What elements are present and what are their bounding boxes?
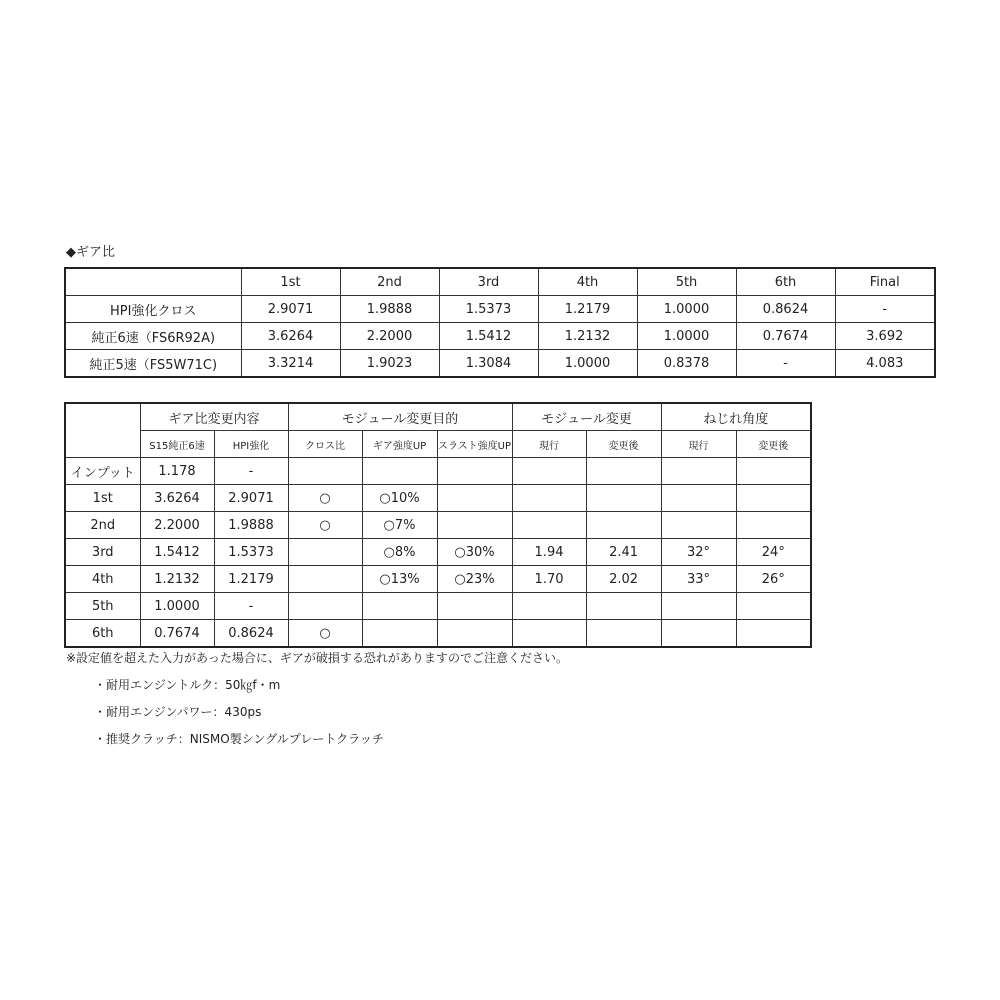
table-cell [512, 458, 586, 485]
table-row [65, 350, 935, 378]
table-cell: - [835, 296, 935, 323]
table-cell: - [214, 593, 288, 620]
table-cell: 1.0000 [637, 296, 736, 323]
table-cell: 2.9071 [241, 296, 340, 323]
table-cell: ○ [288, 620, 362, 648]
table-cell [736, 485, 811, 512]
warning-note: ※設定値を超えた入力があった場合に、ギアが破損する恐れがありますのでご注意ください。 [66, 651, 568, 665]
table-cell [288, 458, 362, 485]
table-cell [288, 593, 362, 620]
table-row [65, 458, 811, 485]
sub-header: クロス比 [288, 431, 362, 458]
sub-header: S15純正6速 [140, 431, 214, 458]
table-cell [586, 620, 661, 648]
table-cell: 1.9023 [340, 350, 439, 378]
table-cell: 0.8624 [214, 620, 288, 648]
sub-header: ギア強度UP [362, 431, 437, 458]
sub-header: 現行 [661, 431, 736, 458]
table-cell: 1.9888 [214, 512, 288, 539]
table-cell: 33° [661, 566, 736, 593]
table-row [65, 539, 811, 566]
table-cell: 24° [736, 539, 811, 566]
table-cell: 1.0000 [637, 323, 736, 350]
table-cell [437, 485, 512, 512]
table-cell: 3.6264 [241, 323, 340, 350]
header-cell: 3rd [439, 268, 538, 296]
table-cell: 1.178 [140, 458, 214, 485]
table-cell [661, 458, 736, 485]
header-cell [65, 268, 241, 296]
gear-ratio-header-row [65, 268, 935, 296]
table-cell: 1.3084 [439, 350, 538, 378]
table-cell: 2.2000 [340, 323, 439, 350]
spec-power: ・耐用エンジンパワー：430ps [94, 705, 262, 719]
group-header: ねじれ角度 [661, 403, 811, 431]
header-cell: 2nd [340, 268, 439, 296]
table-cell: 1.2132 [140, 566, 214, 593]
table-cell: ○ [288, 512, 362, 539]
row-label: 5th [65, 593, 140, 620]
header-cell: 1st [241, 268, 340, 296]
table-cell [661, 620, 736, 648]
table-cell [288, 539, 362, 566]
sub-header: スラスト強度UP [437, 431, 512, 458]
table-cell [661, 512, 736, 539]
header-cell: Final [835, 268, 935, 296]
table-cell [586, 458, 661, 485]
table-cell [661, 485, 736, 512]
table-cell: 2.2000 [140, 512, 214, 539]
row-label: 3rd [65, 539, 140, 566]
row-label: HPI強化クロス [65, 296, 241, 323]
table-cell [437, 512, 512, 539]
gear-ratio-table [64, 267, 936, 378]
group-header: モジュール変更 [512, 403, 661, 431]
table-cell [661, 593, 736, 620]
table-row [65, 485, 811, 512]
table-cell: 1.2179 [538, 296, 637, 323]
table-cell: 0.8378 [637, 350, 736, 378]
table-cell: 1.70 [512, 566, 586, 593]
table-cell: 0.8624 [736, 296, 835, 323]
table-cell [512, 485, 586, 512]
table-cell [362, 620, 437, 648]
table-cell: 3.692 [835, 323, 935, 350]
table-cell: ○7% [362, 512, 437, 539]
table-cell: 1.5412 [140, 539, 214, 566]
table-cell: - [214, 458, 288, 485]
table-cell [512, 512, 586, 539]
corner-cell [65, 403, 140, 458]
table-cell: ○13% [362, 566, 437, 593]
table-row [65, 620, 811, 648]
table-cell: 2.02 [586, 566, 661, 593]
table-cell [437, 620, 512, 648]
row-label: 1st [65, 485, 140, 512]
table-cell: - [736, 350, 835, 378]
header-cell: 5th [637, 268, 736, 296]
table-cell [586, 512, 661, 539]
table-cell: 32° [661, 539, 736, 566]
table-row [65, 566, 811, 593]
table-cell: 0.7674 [736, 323, 835, 350]
table-cell: 1.2132 [538, 323, 637, 350]
sub-header: 変更後 [586, 431, 661, 458]
table-cell: 2.41 [586, 539, 661, 566]
table-cell [437, 458, 512, 485]
table-cell: 3.3214 [241, 350, 340, 378]
table-cell: 1.9888 [340, 296, 439, 323]
table-cell [512, 620, 586, 648]
table-cell: ○8% [362, 539, 437, 566]
table-cell: 1.2179 [214, 566, 288, 593]
table-cell [512, 593, 586, 620]
table-row [65, 593, 811, 620]
table-row [65, 323, 935, 350]
table-cell [586, 593, 661, 620]
table-cell [586, 485, 661, 512]
group-header-row [65, 403, 811, 431]
sub-header-row [65, 431, 811, 458]
table-cell [437, 593, 512, 620]
spec-torque: ・耐用エンジントルク：50㎏f・m [94, 678, 281, 692]
table-cell: 1.5412 [439, 323, 538, 350]
row-label: 2nd [65, 512, 140, 539]
table-cell [736, 458, 811, 485]
sub-header: 現行 [512, 431, 586, 458]
row-label: 純正6速（FS6R92A) [65, 323, 241, 350]
sub-header: 変更後 [736, 431, 811, 458]
table-cell: ○ [288, 485, 362, 512]
group-header: ギア比変更内容 [140, 403, 288, 431]
table-cell [362, 458, 437, 485]
table-cell [362, 593, 437, 620]
table-cell: ○10% [362, 485, 437, 512]
table-cell: 1.5373 [214, 539, 288, 566]
header-cell: 6th [736, 268, 835, 296]
row-label: インプット [65, 458, 140, 485]
table-cell: 3.6264 [140, 485, 214, 512]
header-cell: 4th [538, 268, 637, 296]
table-cell [736, 620, 811, 648]
table-cell: 2.9071 [214, 485, 288, 512]
group-header: モジュール変更目的 [288, 403, 512, 431]
gear-ratio-title: ◆ギア比 [66, 245, 115, 260]
table-row [65, 512, 811, 539]
row-label: 純正5速（FS5W71C) [65, 350, 241, 378]
table-cell: ○30% [437, 539, 512, 566]
table-cell [288, 566, 362, 593]
table-cell: 4.083 [835, 350, 935, 378]
spec-clutch: ・推奨クラッチ：NISMO製シングルプレートクラッチ [94, 732, 384, 746]
table-cell: 1.94 [512, 539, 586, 566]
table-cell [736, 512, 811, 539]
table-cell: 1.0000 [538, 350, 637, 378]
table-cell: 1.5373 [439, 296, 538, 323]
table-cell: 1.0000 [140, 593, 214, 620]
table-cell: ○23% [437, 566, 512, 593]
table-cell: 0.7674 [140, 620, 214, 648]
gear-change-table [64, 402, 812, 648]
row-label: 4th [65, 566, 140, 593]
row-label: 6th [65, 620, 140, 648]
table-cell: 26° [736, 566, 811, 593]
sub-header: HPI強化 [214, 431, 288, 458]
table-cell [736, 593, 811, 620]
table-row [65, 296, 935, 323]
